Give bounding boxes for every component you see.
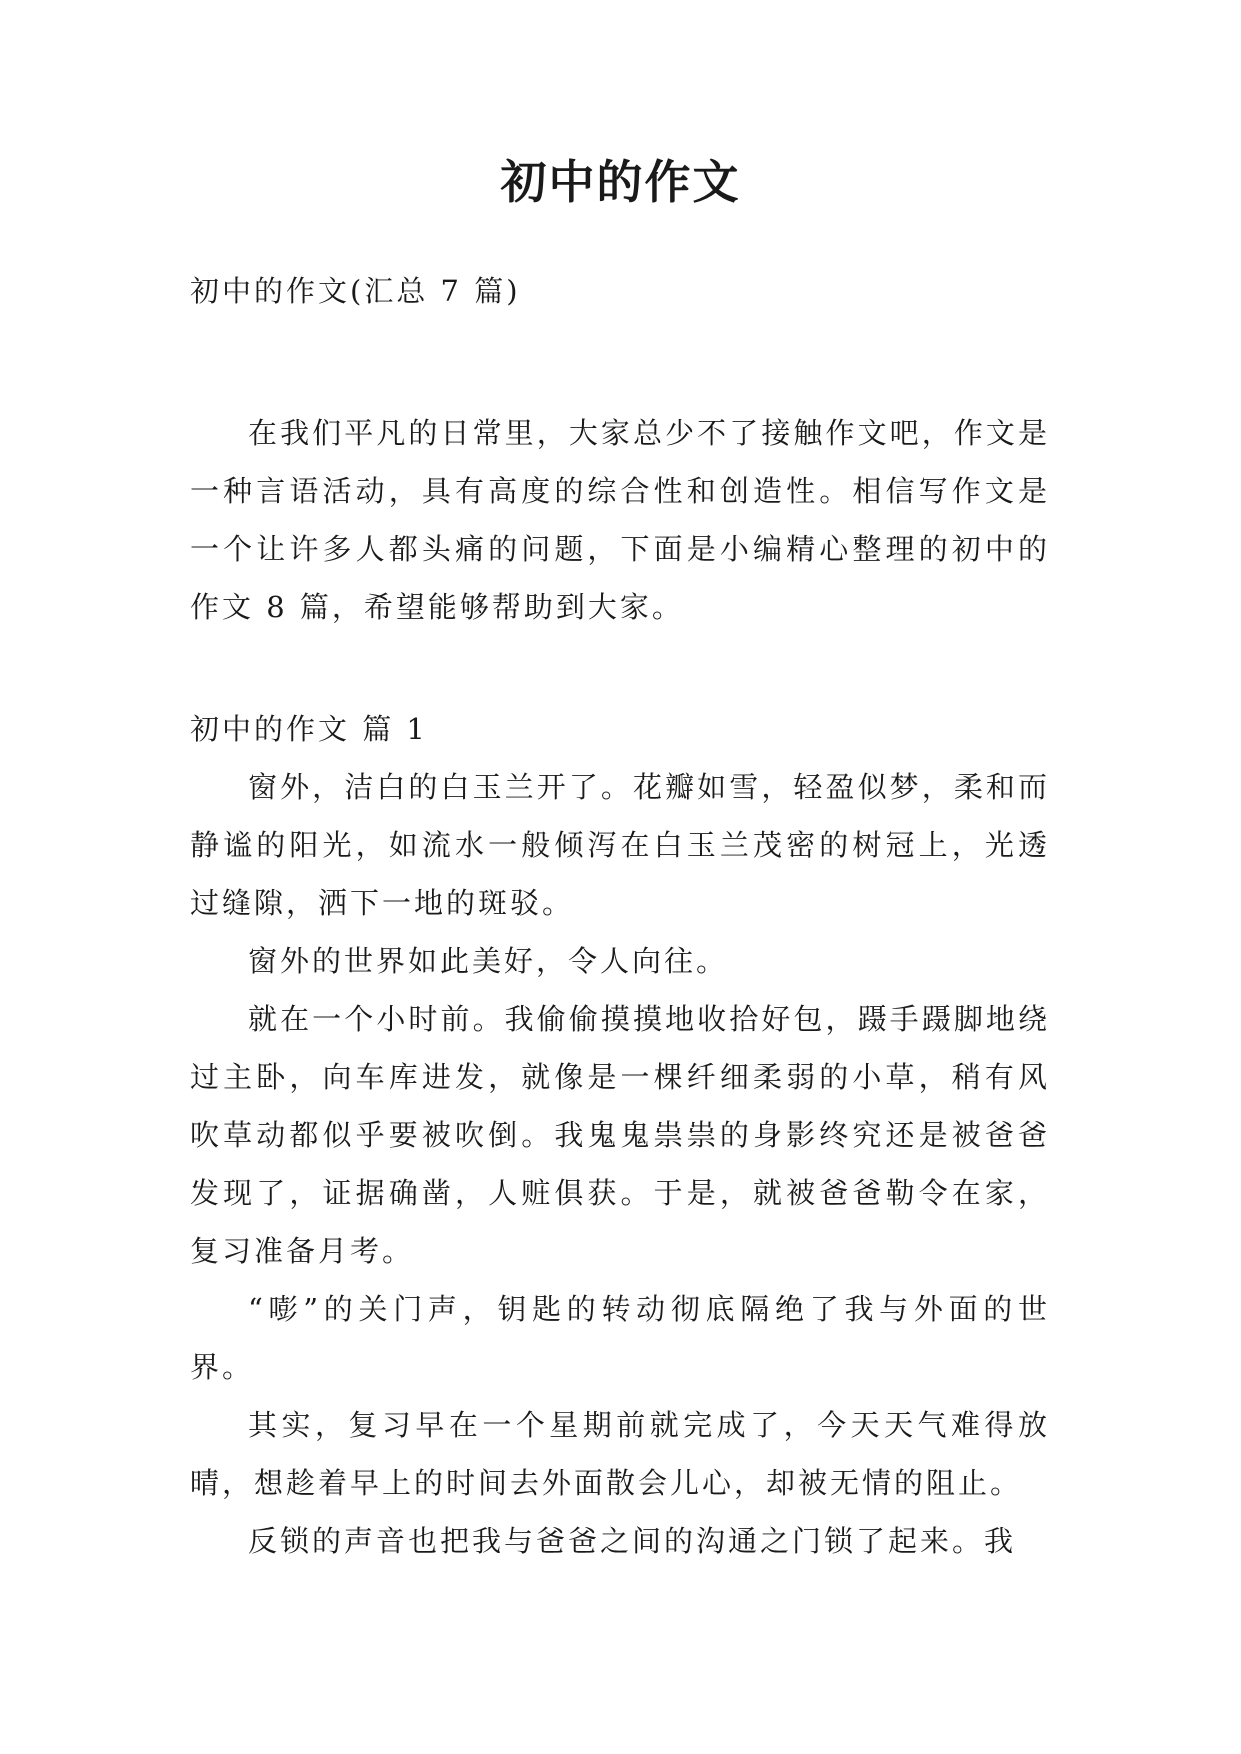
intro-section [190, 404, 1050, 636]
intro-paragraph: 在我们平凡的日常里，大家总少不了接触作文吧，作文是一种言语活动，具有高度的综合性和创造性。相信写作文是一个让许多人都头痛的问题，下面是小编精心整理的初中的作文 8 篇，希望能够帮助到大家。 [190, 416, 1050, 624]
paragraph-3: 就在一个小时前。我偷偷摸摸地收拾好包，蹑手蹑脚地绕过主卧，向车库进发，就像是一棵纤细柔弱的小草，稍有风吹草动都似乎要被吹倒。我鬼鬼祟祟的身影终究还是被爸爸发现了，证据确凿，人赃俱获。于是，就被爸爸勒令在家，复习准备月考。 [190, 1002, 1050, 1268]
paragraph-4: “嘭”的关门声，钥匙的转动彻底隔绝了我与外面的世界。 [190, 1292, 1050, 1384]
paragraph-1: 窗外，洁白的白玉兰开了。花瓣如雪，轻盈似梦，柔和而静谧的阳光，如流水一般倾泻在白玉兰茂密的树冠上，光透过缝隙，洒下一地的斑驳。 [190, 770, 1050, 920]
paragraph-6: 反锁的声音也把我与爸爸之间的沟通之门锁了起来。我 [248, 1524, 1017, 1558]
paragraph-5: 其实，复习早在一个星期前就完成了，今天天气难得放晴，想趁着早上的时间去外面散会儿心，却被无情的阻止。 [190, 1408, 1050, 1500]
document-title: 初中的作文 [500, 155, 741, 209]
paragraph-2: 窗外的世界如此美好，令人向往。 [248, 944, 729, 978]
document-subtitle: 初中的作文(汇总 7 篇) [190, 274, 521, 308]
essay-section-1 [190, 700, 1050, 1570]
section-heading: 初中的作文 篇 1 [190, 712, 428, 746]
